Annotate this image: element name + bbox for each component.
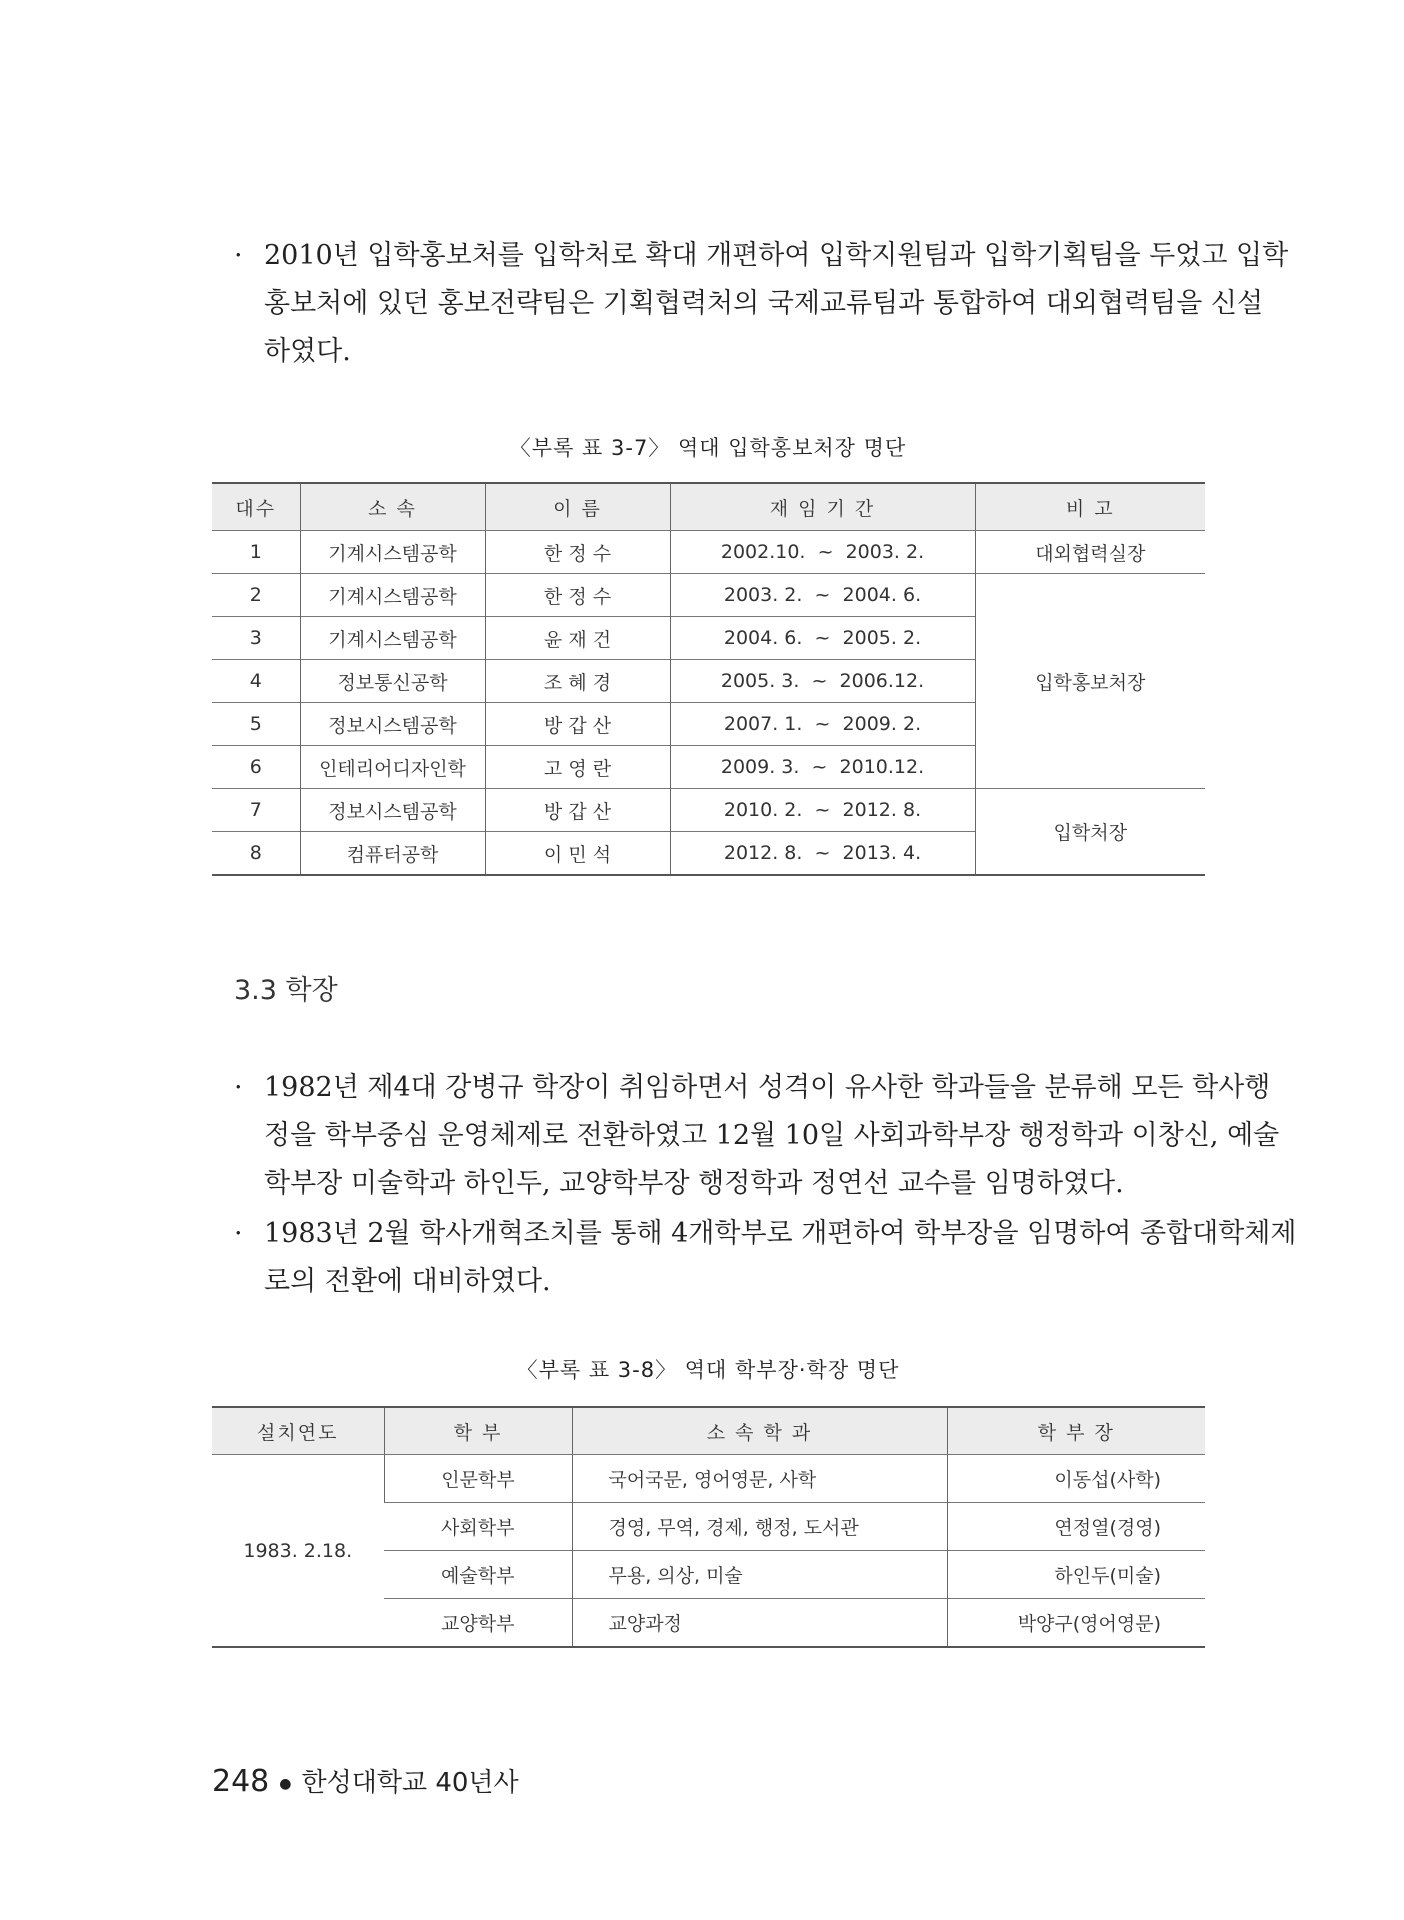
person-name: 조 혜 경 [485,660,670,703]
established-year: 1983. 2.18. [212,1455,384,1648]
departments: 무용, 의상, 미술 [572,1551,947,1599]
tilde: ~ [814,799,831,821]
term-period [670,746,975,789]
paragraph-line: 로의 전환에 대비하였다. [264,1266,551,1297]
term-end: 2013. 4. [842,842,922,864]
paragraph-line: 정을 학부중심 운영체제로 전환하였고 12월 10일 사회과학부장 행정학과 이창신, 예술 [264,1120,1280,1151]
tilde: ~ [814,584,831,606]
term-number: 4 [212,660,300,703]
term-end: 2004. 6. [842,584,922,606]
table-caption: 〈부록 표 3-7〉 역대 입학홍보처장 명단 [509,436,907,460]
faculty: 인문학부 [384,1455,572,1503]
paragraph-line: 1983년 2월 학사개혁조치를 통해 4개학부로 개편하여 학부장을 임명하여 종합대학체제 [264,1218,1297,1249]
term-period [670,617,975,660]
note-group: 입학처장 [975,789,1205,876]
department: 기계시스템공학 [300,531,485,574]
header-cell: 학 부 [384,1407,572,1455]
term-start: 2010. 2. [723,799,803,821]
note-group: 입학홍보처장 [975,574,1205,789]
term-end: 2012. 8. [842,799,922,821]
table-row [212,574,1205,617]
term-period [670,703,975,746]
tilde: ~ [814,842,831,864]
table-row [212,789,1205,832]
term-end: 2005. 2. [842,627,922,649]
header-cell: 소 속 학 과 [572,1407,947,1455]
bullet: · [234,1072,243,1103]
term-period [670,660,975,703]
term-start: 2009. 3. [720,756,800,778]
term-number: 2 [212,574,300,617]
footer-dot: ● [279,1775,292,1792]
term-number: 3 [212,617,300,660]
header-cell: 재 임 기 간 [670,483,975,531]
term-end: 2006.12. [839,670,925,692]
tilde: ~ [814,713,831,735]
page-number: 248 [212,1764,270,1799]
paragraph-1983 [234,1210,1297,1306]
term-end: 2003. 2. [845,541,925,563]
term-number: 7 [212,789,300,832]
dean: 연정열(경영) [947,1503,1205,1551]
department: 정보시스템공학 [300,703,485,746]
page-footer [212,1762,519,1799]
departments: 국어국문, 영어영문, 사학 [572,1455,947,1503]
paragraph-line: 2010년 입학홍보처를 입학처로 확대 개편하여 입학지원팀과 입학기획팀을 두었고 입학 [264,240,1289,271]
bullet: · [234,240,243,271]
header-cell: 대수 [212,483,300,531]
person-name: 고 영 란 [485,746,670,789]
header-cell: 소 속 [300,483,485,531]
term-start: 2003. 2. [723,584,803,606]
paragraph-line: 학부장 미술학과 하인두, 교양학부장 행정학과 정연선 교수를 임명하였다. [264,1168,1124,1199]
term-end: 2009. 2. [842,713,922,735]
paragraph-line: 1982년 제4대 강병규 학장이 취임하면서 성격이 유사한 학과들을 분류해 모든 학사행 [264,1072,1271,1103]
term-period [670,531,975,574]
section-heading: 3.3 학장 [234,975,338,1006]
table-header-row [212,483,1205,531]
term-period [670,832,975,876]
faculty: 교양학부 [384,1599,572,1648]
tilde: ~ [811,756,828,778]
faculty: 예술학부 [384,1551,572,1599]
tilde: ~ [814,627,831,649]
department: 기계시스템공학 [300,574,485,617]
book-title: 한성대학교 40년사 [301,1768,519,1798]
term-number: 5 [212,703,300,746]
person-name: 방 갑 산 [485,703,670,746]
header-cell: 설치연도 [212,1407,384,1455]
person-name: 이 민 석 [485,832,670,876]
department: 정보시스템공학 [300,789,485,832]
table-caption: 〈부록 표 3-8〉 역대 학부장·학장 명단 [516,1358,900,1382]
term-number: 8 [212,832,300,876]
term-start: 2007. 1. [723,713,803,735]
faculty: 사회학부 [384,1503,572,1551]
term-start: 2012. 8. [723,842,803,864]
term-start: 2005. 3. [720,670,800,692]
term-number: 1 [212,531,300,574]
department: 인테리어디자인학 [300,746,485,789]
term-period [670,574,975,617]
tilde: ~ [811,670,828,692]
table-header-row [212,1407,1205,1455]
dean: 이동섭(사학) [947,1455,1205,1503]
term-end: 2010.12. [839,756,925,778]
person-name: 한 정 수 [485,574,670,617]
header-cell: 비 고 [975,483,1205,531]
person-name: 윤 재 건 [485,617,670,660]
bullet: · [234,1218,243,1249]
tilde: ~ [817,541,834,563]
paragraph-1982 [234,1064,1280,1208]
admissions-heads-table [212,482,1205,876]
paragraph-line: 홍보처에 있던 홍보전략팀은 기획협력처의 국제교류팀과 통합하여 대외협력팀을 신설 [264,288,1264,319]
header-cell: 학 부 장 [947,1407,1205,1455]
dean: 박양구(영어영문) [947,1599,1205,1648]
term-start: 2004. 6. [723,627,803,649]
table-row [212,1455,1205,1503]
paragraph-line: 하였다. [264,336,351,367]
department: 정보통신공학 [300,660,485,703]
term-number: 6 [212,746,300,789]
term-period [670,789,975,832]
person-name: 방 갑 산 [485,789,670,832]
term-start: 2002.10. [720,541,806,563]
note: 대외협력실장 [975,531,1205,574]
table-row [212,531,1205,574]
department: 기계시스템공학 [300,617,485,660]
departments: 교양과정 [572,1599,947,1648]
departments: 경영, 무역, 경제, 행정, 도서관 [572,1503,947,1551]
department: 컴퓨터공학 [300,832,485,876]
person-name: 한 정 수 [485,531,670,574]
paragraph-admissions [234,232,1289,376]
header-cell: 이 름 [485,483,670,531]
dean: 하인두(미술) [947,1551,1205,1599]
faculty-deans-table [212,1406,1205,1648]
